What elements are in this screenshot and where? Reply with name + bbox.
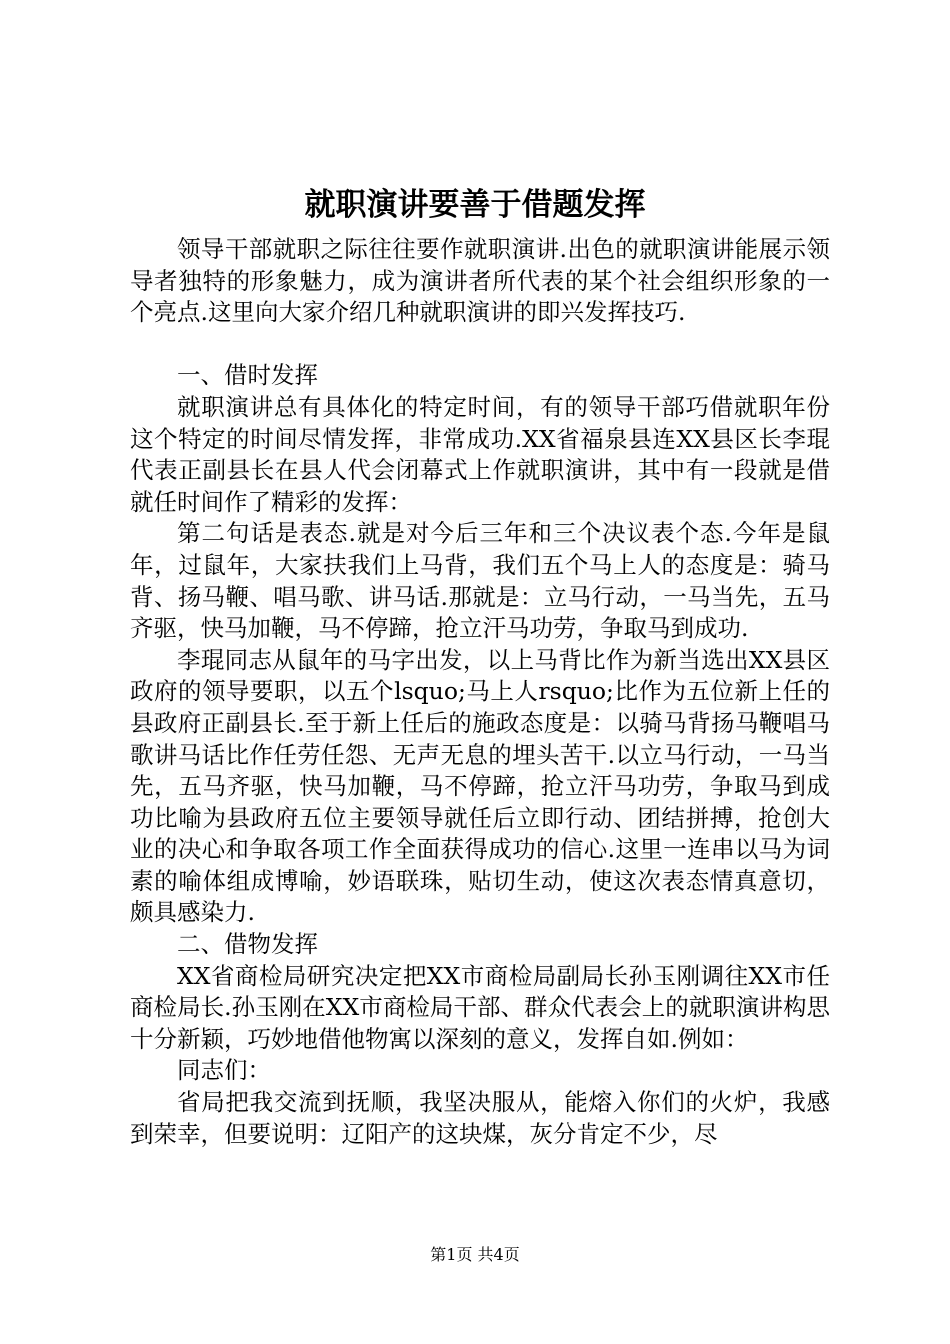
salutation-paragraph: 同志们： — [177, 1056, 271, 1085]
document-title: 就职演讲要善于借题发挥 — [304, 187, 646, 223]
quote-paragraph: 第二句话是表态.就是对今后三年和三个决议表个态.今年是鼠年，过鼠年，大家扶我们上马背，我们五个马上人的态度是：骑马背、扬马鞭、唱马歌、讲马话.那就是：立马行动，一马当先，五马齐驱，快马加鞭，马不停蹄，抢立汗马功劳，争取马到成功. — [130, 519, 830, 643]
body-paragraph: XX省商检局研究决定把XX市商检局副局长孙玉刚调往XX市任商检局长.孙玉刚在XX市商检局干部、群众代表会上的就职演讲构思十分新颖，巧妙地借他物寓以深刻的意义，发挥自如.例如： — [130, 961, 830, 1053]
body-paragraph: 就职演讲总有具体化的特定时间，有的领导干部巧借就职年份这个特定的时间尽情发挥，非常成功.XX省福泉县连XX县区长李琨代表正副县长在县人代会闭幕式上作就职演讲，其中有一段就是借就任时间作了精彩的发挥： — [130, 392, 830, 516]
section-heading-1: 一、借时发挥 — [177, 361, 318, 390]
document-body — [130, 234, 830, 1150]
quote-paragraph: 省局把我交流到抚顺，我坚决服从，能熔入你们的火炉，我感到荣幸，但要说明：辽阳产的这块煤，灰分肯定不少，尽 — [130, 1088, 830, 1148]
body-paragraph: 李琨同志从鼠年的马字出发，以上马背比作为新当选出XX县区政府的领导要职，以五个lsquo;马上人rsquo;比作为五位新上任的县政府正副县长.至于新上任后的施政态度是：以骑马背扬马鞭唱马歌讲马话比作任劳任怨、无声无息的埋头苦干.以立马行动，一马当先，五马齐驱，快马加鞭，马不停蹄，抢立汗马功劳，争取马到成功比喻为县政府五位主要领导就任后立即行动、团结拼搏，抢创大业的决心和争取各项工作全面获得成功的信心.这里一连串以马为词素的喻体组成博喻，妙语联珠，贴切生动，使这次表态情真意切，颇具感染力. — [130, 645, 830, 927]
page-footer: 第1页 共4页 — [430, 1245, 520, 1264]
intro-paragraph: 领导干部就职之际往往要作就职演讲.出色的就职演讲能展示领导者独特的形象魅力，成为演讲者所代表的某个社会组织形象的一个亮点.这里向大家介绍几种就职演讲的即兴发挥技巧. — [130, 235, 830, 327]
section-heading-2: 二、借物发挥 — [177, 930, 318, 959]
